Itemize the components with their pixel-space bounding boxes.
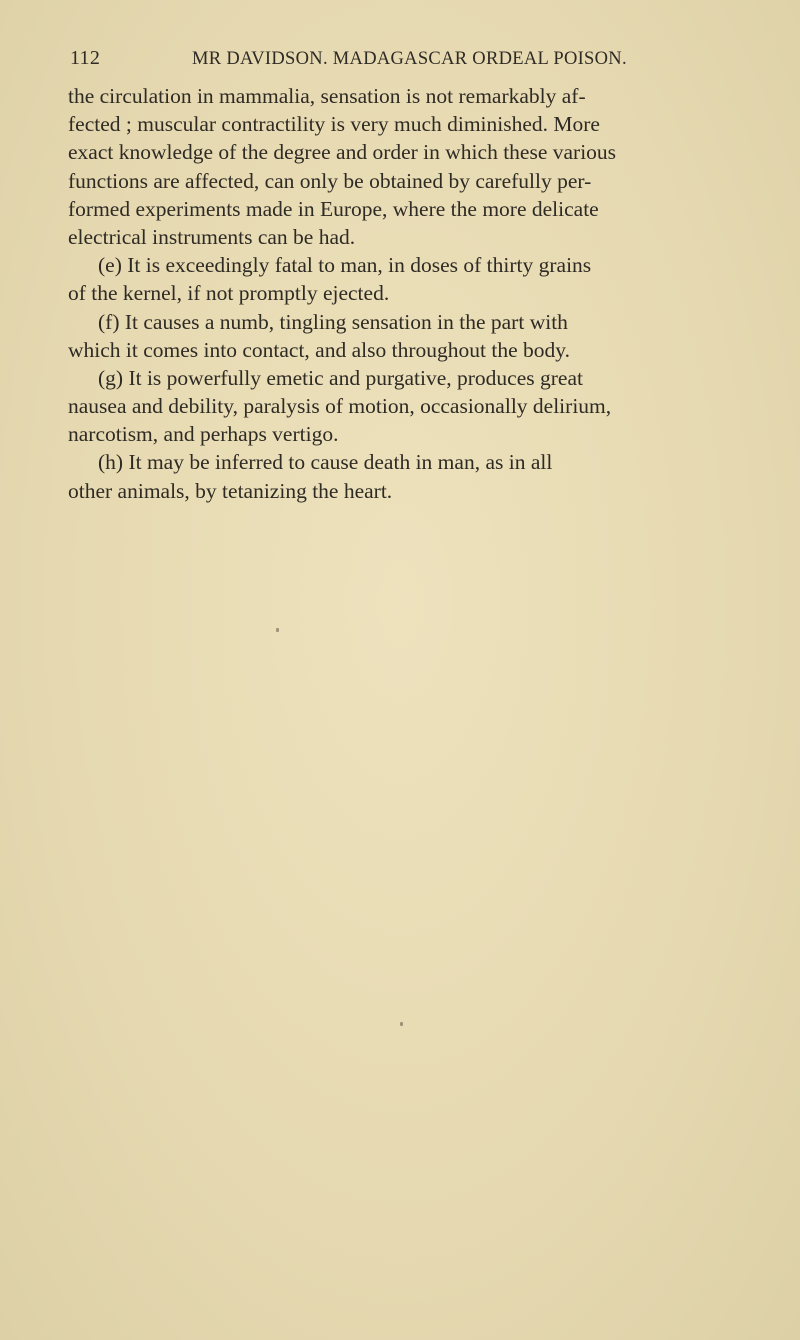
running-head xyxy=(70,47,690,75)
body-text xyxy=(68,82,758,505)
text-line: (g) It is powerfully emetic and purgative, produces great xyxy=(98,365,583,390)
text-line: (f) It causes a numb, tingling sensation in the part with xyxy=(98,309,568,334)
text-line: (h) It may be inferred to cause death in man, as in all xyxy=(98,450,553,475)
text-line: of the kernel, if not promptly ejected. xyxy=(68,281,390,306)
text-line: narcotism, and perhaps vertigo. xyxy=(68,422,339,447)
text-line: (e) It is exceedingly fatal to man, in doses of thirty grains xyxy=(98,253,592,278)
text-line: functions are affected, can only be obtained by carefully per- xyxy=(68,168,592,193)
text-line: other animals, by tetanizing the heart. xyxy=(68,478,393,503)
text-line: the circulation in mammalia, sensation is not remarkably af- xyxy=(68,84,586,108)
text-line: electrical instruments can be had. xyxy=(68,224,356,249)
running-title: MR DAVIDSON. MADAGASCAR ORDEAL POISON. xyxy=(192,49,627,69)
text-line: nausea and debility, paralysis of motion, occasionally delirium, xyxy=(68,394,612,419)
paper-speck xyxy=(276,628,279,632)
page-number: 112 xyxy=(70,47,101,69)
paper-speck xyxy=(400,1022,403,1026)
text-line: fected ; muscular contractility is very much diminished. More xyxy=(68,112,600,137)
text-line: formed experiments made in Europe, where the more delicate xyxy=(68,196,599,221)
text-line: exact knowledge of the degree and order in which these various xyxy=(68,140,617,165)
text-line: which it comes into contact, and also throughout the body. xyxy=(68,337,570,362)
